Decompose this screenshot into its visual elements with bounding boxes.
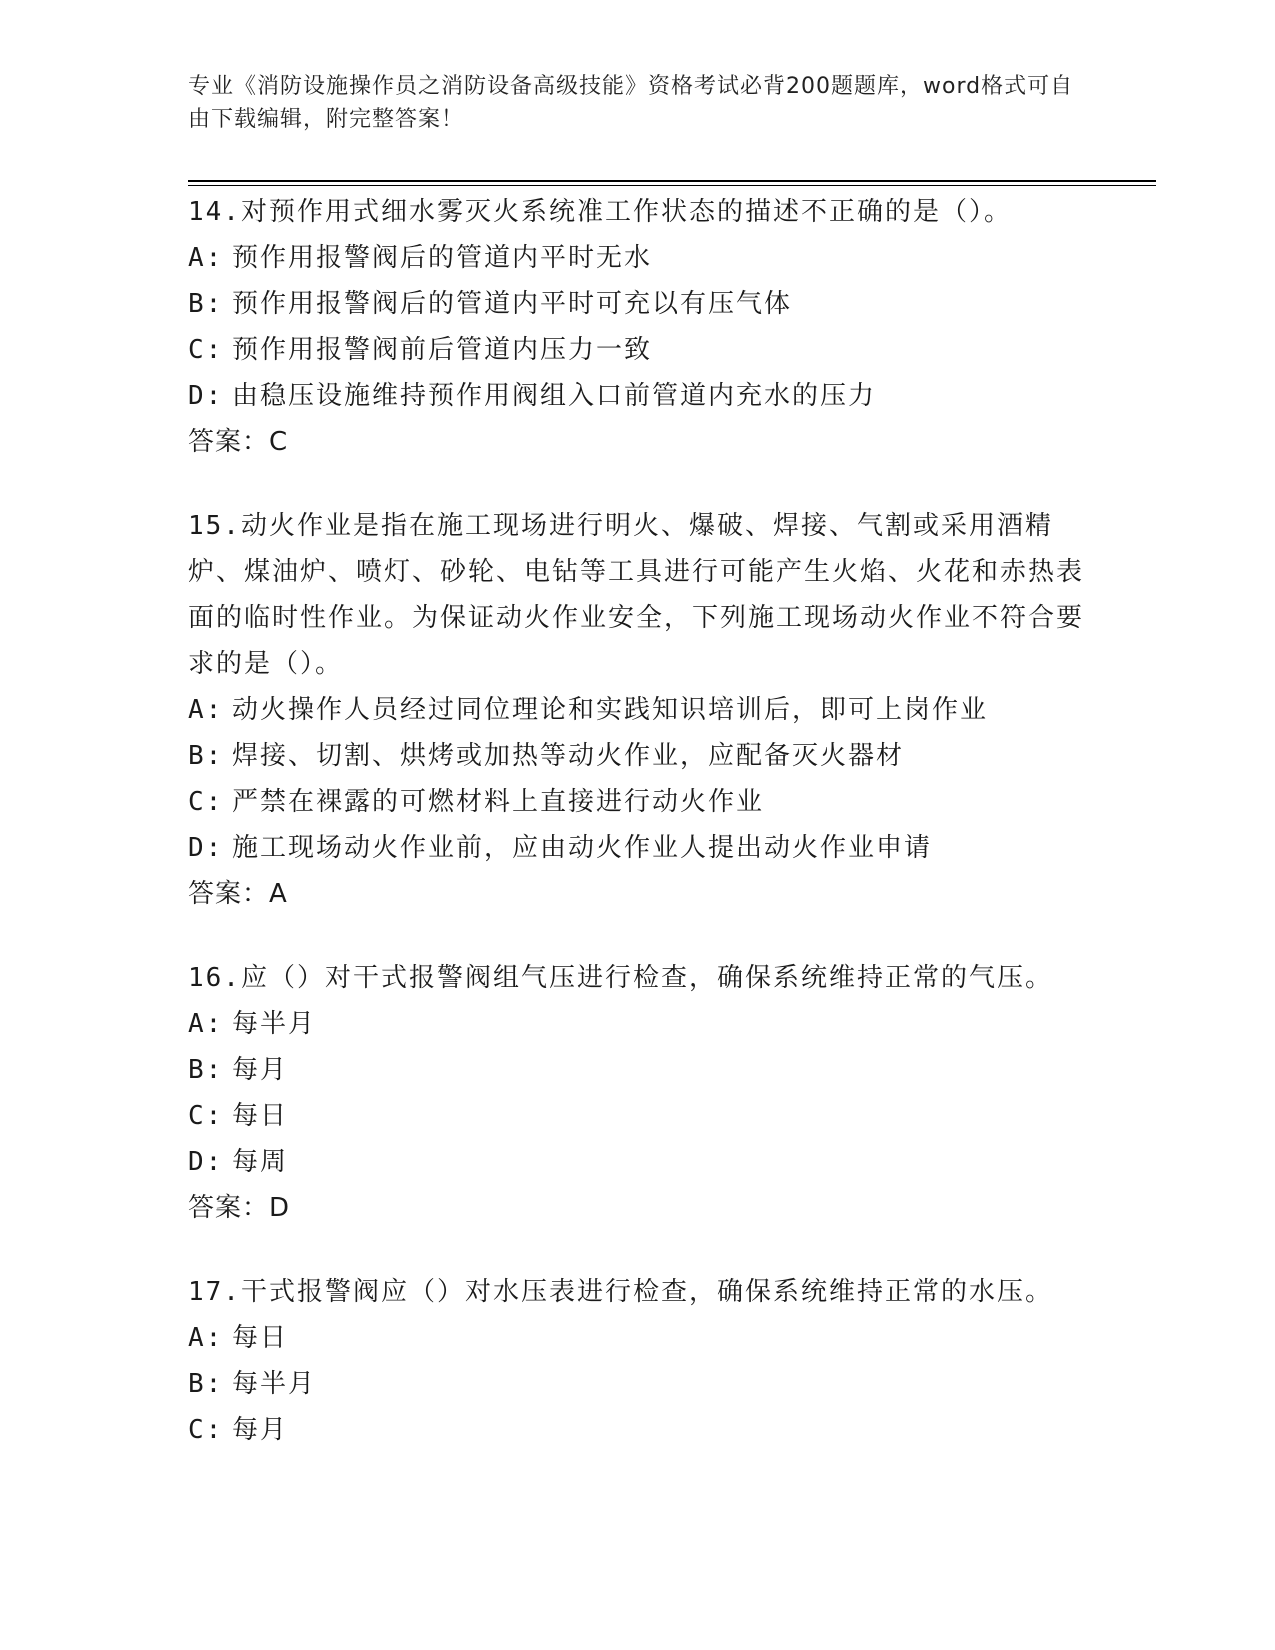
option-text: 每半月 [232,1009,317,1039]
option-c [188,1093,1088,1139]
question-stem: 16.应（）对干式报警阀组气压进行检查，确保系统维持正常的气压。 [188,963,1053,993]
option-letter: D: [188,833,224,863]
option-c [188,779,1088,825]
option-text: 每日 [232,1323,289,1353]
option-a [188,1001,1088,1047]
option-text: 预作用报警阀后的管道内平时可充以有压气体 [232,289,793,319]
option-letter: B: [188,1369,224,1399]
option-text: 每半月 [232,1369,317,1399]
header-divider-thin [188,185,1156,186]
option-text: 预作用报警阀后的管道内平时无水 [232,243,653,273]
question-15 [188,503,1088,917]
option-letter: A: [188,695,224,725]
option-letter: D: [188,1147,224,1177]
option-letter: C: [188,1101,224,1131]
question-stem: 17.干式报警阀应（）对水压表进行检查，确保系统维持正常的水压。 [188,1277,1053,1307]
option-letter: A: [188,1009,224,1039]
option-d [188,373,1088,419]
question-14 [188,189,1088,465]
question-17 [188,1269,1088,1453]
option-a [188,687,1088,733]
option-text: 每周 [232,1147,289,1177]
option-text: 每月 [232,1055,289,1085]
option-d [188,825,1088,871]
option-text: 预作用报警阀前后管道内压力一致 [232,335,653,365]
option-a [188,235,1088,281]
answer-line: 答案：D [188,1193,291,1223]
option-text: 每月 [232,1415,289,1445]
option-letter: B: [188,741,224,771]
option-text: 由稳压设施维持预作用阀组入口前管道内充水的压力 [232,381,877,411]
question-16 [188,955,1088,1231]
question-stem: 14.对预作用式细水雾灭火系统准工作状态的描述不正确的是（）。 [188,197,1012,227]
answer-line: 答案：C [188,427,289,457]
option-a [188,1315,1088,1361]
option-text: 焊接、切割、烘烤或加热等动火作业，应配备灭火器材 [232,741,905,771]
option-letter: A: [188,1323,224,1353]
option-b [188,1047,1088,1093]
option-letter: B: [188,289,224,319]
option-text: 动火操作人员经过同位理论和实践知识培训后，即可上岗作业 [232,695,989,725]
option-letter: B: [188,1055,224,1085]
option-c [188,327,1088,373]
option-text: 每日 [232,1101,289,1131]
question-list [188,189,1088,1491]
option-letter: C: [188,1415,224,1445]
answer-line: 答案：A [188,879,288,909]
document-header: 专业《消防设施操作员之消防设备高级技能》资格考试必背200题题库，word格式可自由下载编辑，附完整答案！ [188,74,1074,132]
option-b [188,281,1088,327]
option-letter: C: [188,787,224,817]
option-text: 严禁在裸露的可燃材料上直接进行动火作业 [232,787,765,817]
option-b [188,1361,1088,1407]
question-stem: 15.动火作业是指在施工现场进行明火、爆破、焊接、气割或采用酒精炉、煤油炉、喷灯、砂轮、电钻等工具进行可能产生火焰、火花和赤热表面的临时性作业。为保证动火作业安全，下列施工现场动火作业不符合要求的是（）。 [188,511,1085,679]
option-letter: C: [188,335,224,365]
option-letter: D: [188,381,224,411]
option-b [188,733,1088,779]
option-c [188,1407,1088,1453]
option-d [188,1139,1088,1185]
header-divider-thick [188,180,1156,182]
option-letter: A: [188,243,224,273]
option-text: 施工现场动火作业前，应由动火作业人提出动火作业申请 [232,833,933,863]
